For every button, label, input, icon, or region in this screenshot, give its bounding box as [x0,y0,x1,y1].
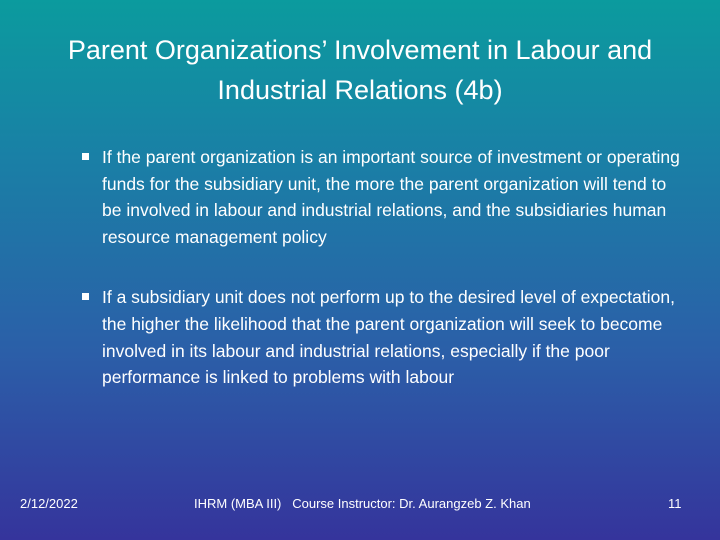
bullet-text: If the parent organization is an important source of investment or operating funds for the subsidiary unit, the more the parent organization will tend to be involved in labour and industrial relations, and the subsidiaries human resource management policy [102,147,680,247]
footer-page-number: 11 [668,496,682,511]
bullet-item [78,284,683,390]
square-bullet-icon [82,153,89,160]
footer-date: 2/12/2022 [20,496,78,511]
bullet-text: If a subsidiary unit does not perform up to the desired level of expectation, the higher the likelihood that the parent organization will seek to become involved in its labour and industrial relations, especially if the poor performance is linked to problems with labour [102,287,675,388]
square-bullet-icon [82,293,89,300]
bullet-list [78,144,683,425]
footer-instructor: Course Instructor: Dr. Aurangzeb Z. Khan [292,496,531,511]
bullet-item [78,144,683,250]
footer-course: IHRM (MBA III) [194,496,282,511]
footer-course-info [194,496,531,511]
slide-title: Parent Organizations’ Involvement in Labour and Industrial Relations (4b) [67,35,653,105]
